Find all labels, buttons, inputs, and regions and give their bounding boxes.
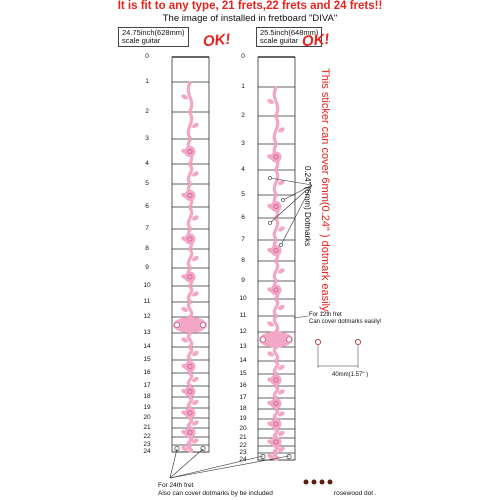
left-fret-number: 23 [143, 441, 151, 448]
left-fret-number: 22 [143, 433, 151, 440]
left-inlay-flower [185, 234, 196, 245]
right-fret-number: 1 [241, 83, 245, 90]
fret12-line1: For 12th fret [309, 312, 342, 318]
right-fret-number: 15 [239, 370, 247, 377]
right-fret-number: 21 [239, 434, 247, 441]
left-fret-number: 1 [145, 78, 149, 85]
right-scale-line1: 25.5inch(648mm) [260, 28, 319, 37]
left-ok-mark: OK! [202, 30, 232, 51]
right-inlay-flower [271, 201, 282, 212]
rosewood-dot [312, 480, 317, 485]
right-inlay-flower [271, 398, 282, 409]
left-inlay-flower [185, 361, 196, 372]
left-fret-number: 17 [143, 382, 151, 389]
left-fret-number: 24 [143, 448, 151, 455]
right-fret-number: 11 [239, 312, 247, 319]
rosewood-dot [328, 480, 333, 485]
right-fret-number: 2 [241, 112, 245, 119]
rosewood-label: rosewood dot . [334, 490, 377, 497]
right-fret-number: 7 [241, 236, 245, 243]
left-scale-line2: scale guitar [122, 36, 161, 45]
fret12-pointer-line [294, 316, 308, 318]
right-fret-number: 24 [239, 456, 247, 463]
right-inlay-flower [271, 419, 282, 430]
left-fret-number: 13 [143, 329, 151, 336]
left-fret-number: 14 [143, 343, 151, 350]
left-fret-number: 4 [145, 160, 149, 167]
fret24-pointer-line [170, 456, 289, 478]
right-fret-number: 14 [239, 357, 247, 364]
right-fret-number: 9 [241, 277, 245, 284]
right-fret-number: 17 [239, 394, 247, 401]
left-fret-number: 10 [143, 282, 151, 289]
right-fret-number: 13 [239, 343, 247, 350]
subtitle: The image of installed in fretboard "DIVA" [162, 13, 338, 24]
left-inlay-12th-dot [174, 322, 179, 327]
left-fret-number: 3 [145, 135, 149, 142]
fret24-pointer-line [170, 449, 203, 478]
headline: It is fit to any type, 21 frets,22 frets and 24 frets!! [117, 0, 383, 12]
fret24-pointer-line [170, 449, 177, 478]
dotmark-pointer-dot [268, 176, 271, 179]
span-dot-right [355, 339, 360, 344]
right-inlay-12th-dot [260, 337, 265, 342]
right-scale-line2: scale guitar [260, 36, 299, 45]
left-fret-number: 9 [145, 264, 149, 271]
left-inlay-flower [185, 146, 196, 157]
fret12-note [309, 312, 381, 326]
left-fret-number: 19 [143, 404, 151, 411]
right-inlay-flower [271, 285, 282, 296]
dotmark-pointer-dot [279, 243, 282, 246]
right-fret-number: 23 [239, 449, 247, 456]
fret24-line2: Also can cover dotmarks by be included [158, 490, 273, 497]
left-inlay-flower [185, 427, 196, 438]
left-fret-number: 8 [145, 245, 149, 252]
left-fret-number: 7 [145, 225, 149, 232]
right-fret-number: 22 [239, 442, 247, 449]
left-inlay-12th-dot [200, 322, 205, 327]
right-fret-number: 18 [239, 405, 247, 412]
right-fret-number: 20 [239, 425, 247, 432]
right-inlay-vine [274, 447, 277, 452]
dotmark-text: 0.24" (6mm) Dotmarks [303, 166, 312, 247]
left-inlay-vine [188, 446, 191, 451]
cover-text: This sticker can cover 6mm(0.24" ) dotmark easily. [319, 68, 331, 314]
left-inlay-vine [188, 438, 191, 444]
right-fret-number: 0 [241, 53, 245, 60]
left-inlay-flower [185, 272, 196, 283]
left-scale-line1: 24.75inch(628mm) [122, 28, 185, 37]
right-inlay-flower [271, 152, 282, 163]
left-fret-number: 0 [145, 53, 149, 60]
left-fret-number: 2 [145, 108, 149, 115]
left-fret-number: 5 [145, 180, 149, 187]
right-inlay-flower [271, 375, 282, 386]
rosewood-dot [304, 480, 309, 485]
left-fret-number: 15 [143, 356, 151, 363]
right-fret-number: 19 [239, 415, 247, 422]
right-fret-number: 12 [239, 328, 247, 335]
right-inlay-flower [271, 245, 282, 256]
rosewood-dot [320, 480, 325, 485]
left-fret-number: 12 [143, 313, 151, 320]
right-fret-number: 4 [241, 166, 245, 173]
right-fret-number: 6 [241, 214, 245, 221]
fret24-line1: For 24th fret [158, 482, 194, 489]
left-fret-number: 20 [143, 414, 151, 421]
right-fret-number: 10 [239, 295, 247, 302]
left-inlay-flower [185, 190, 196, 201]
left-inlay-flower [185, 386, 196, 397]
right-fret-number: 3 [241, 140, 245, 147]
left-fret-number: 16 [143, 369, 151, 376]
span-label: 40mm(1.57" ) [332, 372, 369, 378]
left-fret-number: 18 [143, 393, 151, 400]
dotmark-pointer-dot [268, 221, 271, 224]
right-ok-mark: OK! [301, 30, 331, 51]
left-fret-number: 6 [145, 203, 149, 210]
left-inlay-flower [185, 408, 196, 419]
right-fret-number: 8 [241, 257, 245, 264]
fret12-line2: Can cover dotmarks easily! [309, 319, 382, 325]
right-inlay-12th-dot [286, 337, 291, 342]
left-fret-number: 11 [143, 298, 151, 305]
span-dot-left [315, 339, 320, 344]
left-fret-number: 21 [143, 424, 151, 431]
dotmark-pointer-dot [281, 198, 284, 201]
right-fret-number: 16 [239, 382, 247, 389]
right-fret-number: 5 [241, 191, 245, 198]
